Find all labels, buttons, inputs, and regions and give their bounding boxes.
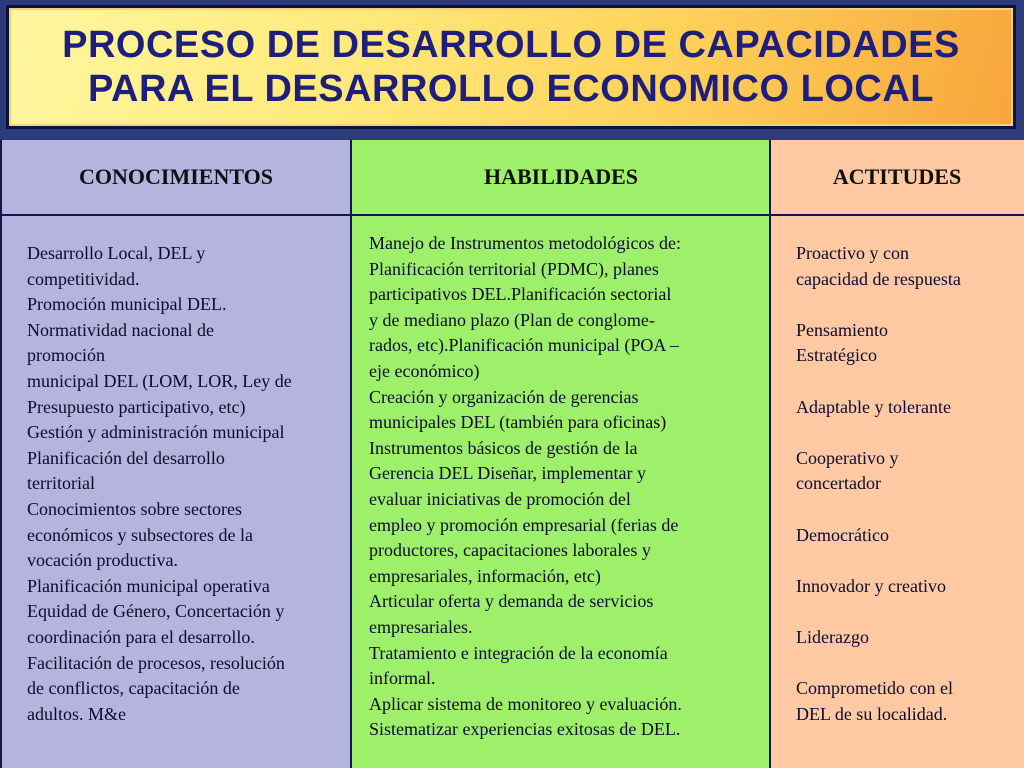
conocimientos-line: promoción bbox=[27, 345, 105, 366]
habilidades-line: Gerencia DEL Diseñar, implementar y bbox=[369, 463, 646, 484]
header-actitudes: ACTITUDES bbox=[832, 164, 962, 189]
actitud-item bbox=[796, 523, 1018, 549]
habilidades-line: Tratamiento e integración de la economía bbox=[369, 642, 668, 663]
actitud-item bbox=[796, 395, 1018, 421]
habilidades-line: informal. bbox=[369, 668, 436, 689]
habilidades-line: eje económico) bbox=[369, 360, 480, 381]
conocimientos-line: económicos y subsectores de la bbox=[27, 524, 253, 545]
conocimientos-line: adultos. M&e bbox=[27, 703, 126, 724]
habilidades-line: Instrumentos básicos de gestión de la bbox=[369, 437, 638, 458]
habilidades-line: Aplicar sistema de monitoreo y evaluación. bbox=[369, 693, 682, 714]
habilidades-line: productores, capacitaciones laborales y bbox=[369, 540, 651, 561]
actitud-item bbox=[796, 574, 1018, 600]
actitud-line: Estratégico bbox=[796, 345, 877, 366]
actitud-item bbox=[796, 625, 1018, 651]
conocimientos-line: coordinación para el desarrollo. bbox=[27, 626, 255, 647]
habilidades-line: evaluar iniciativas de promoción del bbox=[369, 488, 631, 509]
actitud-line: Innovador y creativo bbox=[796, 575, 946, 596]
capacities-table bbox=[0, 140, 1024, 768]
actitud-line: Cooperativo y bbox=[796, 447, 899, 468]
column-divider-1 bbox=[350, 140, 352, 768]
conocimientos-line: municipal DEL (LOM, LOR, Ley de bbox=[27, 370, 292, 391]
conocimientos-line: territorial bbox=[27, 473, 95, 494]
conocimientos-text bbox=[27, 241, 349, 727]
actitud-line: Adaptable y tolerante bbox=[796, 396, 951, 417]
actitud-line: DEL de su localidad. bbox=[796, 703, 948, 724]
habilidades-line: Planificación territorial (PDMC), planes bbox=[369, 258, 659, 279]
actitud-line: Comprometido con el bbox=[796, 678, 953, 699]
title-line-2: PARA EL DESARROLLO ECONOMICO LOCAL bbox=[88, 68, 934, 110]
conocimientos-line: competitividad. bbox=[27, 268, 140, 289]
actitud-item bbox=[796, 318, 1018, 369]
habilidades-line: empleo y promoción empresarial (ferias de bbox=[369, 514, 679, 535]
actitud-line: capacidad de respuesta bbox=[796, 268, 961, 289]
table-border-left bbox=[0, 140, 2, 768]
actitud-line: Democrático bbox=[796, 524, 889, 545]
header-habilidades: HABILIDADES bbox=[483, 164, 639, 189]
actitudes-list bbox=[796, 241, 1018, 727]
habilidades-text bbox=[369, 231, 764, 743]
conocimientos-line: Planificación municipal operativa bbox=[27, 575, 270, 596]
habilidades-line: municipales DEL (también para oficinas) bbox=[369, 412, 667, 433]
habilidades-line: Sistematizar experiencias exitosas de DEL. bbox=[369, 719, 681, 740]
title-line-1: PROCESO DE DESARROLLO DE CAPACIDADES bbox=[62, 24, 960, 66]
actitud-item bbox=[796, 676, 1018, 727]
habilidades-line: y de mediano plazo (Plan de conglome- bbox=[369, 309, 655, 330]
habilidades-line: rados, etc).Planificación municipal (POA – bbox=[369, 335, 679, 356]
actitud-line: Pensamiento bbox=[796, 319, 888, 340]
conocimientos-line: Promoción municipal DEL. bbox=[27, 294, 227, 315]
conocimientos-line: Planificación del desarrollo bbox=[27, 447, 225, 468]
conocimientos-line: Conocimientos sobre sectores bbox=[27, 498, 242, 519]
conocimientos-line: Presupuesto participativo, etc) bbox=[27, 396, 246, 417]
actitud-item bbox=[796, 446, 1018, 497]
header-divider bbox=[0, 214, 1024, 216]
actitud-line: concertador bbox=[796, 473, 881, 494]
header-conocimientos: CONOCIMIENTOS bbox=[79, 164, 273, 189]
habilidades-line: empresariales, información, etc) bbox=[369, 565, 601, 586]
habilidades-line: empresariales. bbox=[369, 616, 473, 637]
conocimientos-line: Gestión y administración municipal bbox=[27, 422, 285, 443]
conocimientos-line: Facilitación de procesos, resolución bbox=[27, 652, 285, 673]
actitud-line: Proactivo y con bbox=[796, 243, 909, 263]
actitud-line: Liderazgo bbox=[796, 626, 869, 647]
habilidades-line: participativos DEL.Planificación sectorial bbox=[369, 284, 672, 305]
conocimientos-line: vocación productiva. bbox=[27, 550, 178, 571]
conocimientos-line: Desarrollo Local, DEL y bbox=[27, 243, 206, 263]
conocimientos-line: Normatividad nacional de bbox=[27, 319, 214, 340]
habilidades-line: Articular oferta y demanda de servicios bbox=[369, 591, 654, 612]
title-banner bbox=[6, 5, 1016, 129]
habilidades-line: Manejo de Instrumentos metodológicos de: bbox=[369, 233, 681, 253]
column-divider-2 bbox=[769, 140, 771, 768]
conocimientos-line: Equidad de Género, Concertación y bbox=[27, 601, 285, 622]
habilidades-line: Creación y organización de gerencias bbox=[369, 386, 639, 407]
actitud-item bbox=[796, 241, 1018, 292]
conocimientos-line: de conflictos, capacitación de bbox=[27, 678, 240, 699]
